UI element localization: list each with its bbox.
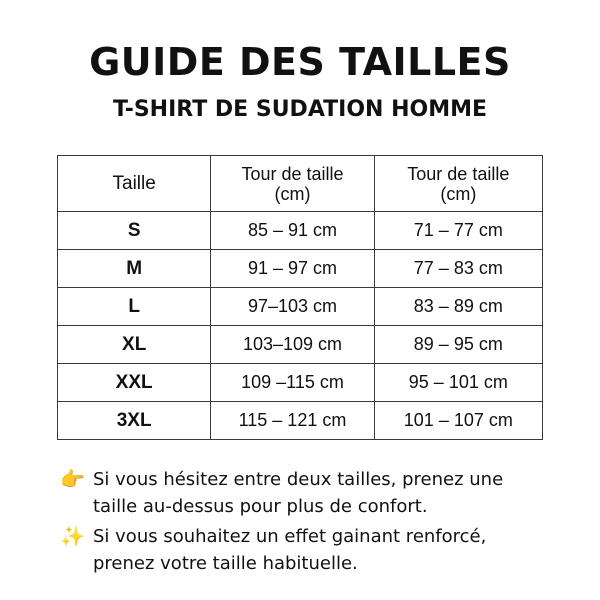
waist-range-2-cell: 89 – 95 cm [374,326,542,364]
note-compression-advice-text: Si vous souhaitez un effet gainant renforcé, prenez votre taille habituelle. [93,526,487,574]
waist-range-1-cell: 109 –115 cm [211,364,374,402]
waist-range-2-cell: 83 – 89 cm [374,288,542,326]
header-waist-2 [374,156,542,212]
note-size-advice [60,466,550,520]
waist-range-1-cell: 97–103 cm [211,288,374,326]
sparkles-icon: ✨ [60,524,85,548]
note-size-advice-text: Si vous hésitez entre deux tailles, prenez une taille au-dessus pour plus de confort. [93,469,504,517]
table-header-row [58,156,543,212]
size-cell: L [58,288,211,326]
waist-range-2-cell: 77 – 83 cm [374,250,542,288]
header-waist-2-unit: (cm) [440,183,477,204]
header-waist-1 [211,156,374,212]
size-table [57,155,543,440]
size-cell: 3XL [58,402,211,440]
waist-range-1-cell: 91 – 97 cm [211,250,374,288]
header-waist-1-unit: (cm) [274,183,311,204]
table-row [58,364,543,402]
table-row [58,250,543,288]
note-compression-advice [60,523,550,577]
header-size-label: Taille [112,172,156,194]
table-row [58,288,543,326]
page-subtitle: T-SHIRT DE SUDATION HOMME [112,97,488,122]
waist-range-1-cell: 103–109 cm [211,326,374,364]
table-row [58,402,543,440]
waist-range-1-cell: 85 – 91 cm [211,212,374,250]
waist-range-2-cell: 71 – 77 cm [374,212,542,250]
waist-range-2-cell: 101 – 107 cm [374,402,542,440]
page-title: GUIDE DES TAILLES [89,40,511,84]
waist-range-1-cell: 115 – 121 cm [211,402,374,440]
size-cell: S [58,212,211,250]
header-waist-1-label: Tour de taille [241,163,344,184]
pointing-hand-icon: 👉 [60,467,85,491]
waist-range-2-cell: 95 – 101 cm [374,364,542,402]
table-row [58,212,543,250]
size-cell: XL [58,326,211,364]
size-cell: M [58,250,211,288]
header-waist-2-label: Tour de taille [407,163,510,184]
header-size [58,156,211,212]
table-row [58,326,543,364]
size-cell: XXL [58,364,211,402]
